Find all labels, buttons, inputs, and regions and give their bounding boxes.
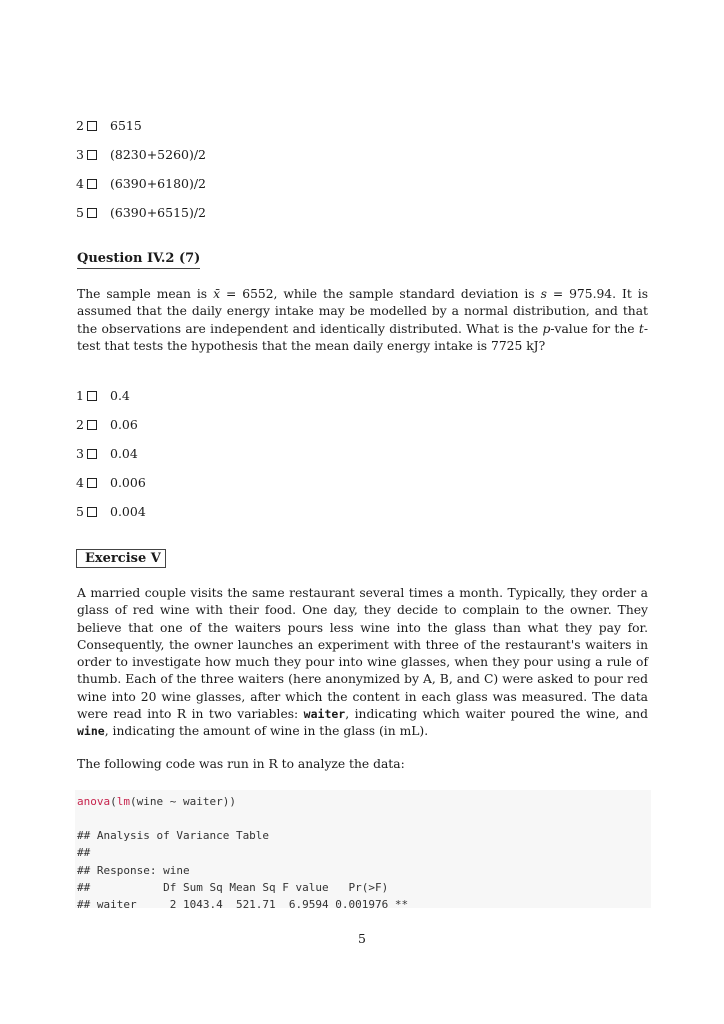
r-code-block <box>75 790 651 911</box>
option-number: 5 <box>76 205 84 220</box>
option-text: 0.004 <box>110 504 146 519</box>
option-text: (6390+6180)/2 <box>110 176 207 191</box>
exercise-heading: Exercise V <box>76 549 166 568</box>
variable-waiter: waiter <box>303 707 346 722</box>
answer-option[interactable] <box>72 381 146 410</box>
option-text: 0.06 <box>110 417 138 432</box>
option-text: 0.04 <box>110 446 138 461</box>
code-intro-text: The following code was run in R to analyze the data: <box>77 757 405 771</box>
code-output-line: ## Analysis of Variance Table <box>77 829 270 843</box>
checkbox[interactable] <box>87 150 97 160</box>
answer-option[interactable] <box>72 468 146 497</box>
variable-wine: wine <box>77 724 105 739</box>
answer-option[interactable] <box>72 497 146 526</box>
option-number: 4 <box>76 475 84 490</box>
checkbox[interactable] <box>87 179 97 189</box>
option-number: 2 <box>76 417 84 432</box>
code-output-line: ## <box>77 846 91 860</box>
checkbox[interactable] <box>87 208 97 218</box>
option-number: 3 <box>76 446 84 461</box>
code-output-line: ## Response: wine <box>77 863 190 877</box>
answer-option[interactable] <box>72 410 146 439</box>
answer-option[interactable] <box>72 198 206 227</box>
answer-option[interactable] <box>72 169 206 198</box>
checkbox[interactable] <box>87 391 97 401</box>
option-text: (8230+5260)/2 <box>110 147 207 162</box>
previous-question-options <box>72 111 206 227</box>
exercise-description: A married couple visits the same restaurant several times a month. Typically, they order a glass of red wine with their food. One day, they decide to complain to the owner. They believe that one of the waiters pours less wine into the glass than what they pay for. Consequently, the owner launches an experiment with three of the restaurant's waiters in order to investigate how much they pour into wine glasses, when they pour using a rule of thumb. Each of the three waiters (here anonymized by A, B, and C) were asked to pour red wine into 20 wine glasses, after which the content in each glass was measured. The data were read into R in two variables: waiter, indicating which waiter poured the wine, and wine, indicating the amount of wine in the glass (in mL). <box>77 586 648 739</box>
question-text: The sample mean is x̄ = 6552, while the sample standard deviation is s = 975.94. It is assumed that the daily energy intake may be modelled by a normal distribution, and that the observations are independent and identically distributed. What is the p-value for the t-test that tests the hypothesis that the mean daily energy intake is 7725 kJ? <box>77 287 649 353</box>
checkbox[interactable] <box>87 420 97 430</box>
checkbox[interactable] <box>87 478 97 488</box>
option-text: 0.006 <box>110 475 146 490</box>
option-number: 2 <box>76 118 84 133</box>
checkbox[interactable] <box>87 507 97 517</box>
option-text: (6390+6515)/2 <box>110 205 207 220</box>
code-output-line: ## Df Sum Sq Mean Sq F value Pr(>F) <box>77 880 389 894</box>
option-text: 0.4 <box>110 388 130 403</box>
option-number: 4 <box>76 176 84 191</box>
page-number: 5 <box>358 931 366 946</box>
checkbox[interactable] <box>87 449 97 459</box>
answer-option[interactable] <box>72 111 206 140</box>
option-number: 3 <box>76 147 84 162</box>
question-heading: Question IV.2 (7) <box>77 251 200 269</box>
checkbox[interactable] <box>87 121 97 131</box>
option-number: 1 <box>76 388 84 403</box>
option-text: 6515 <box>110 118 142 133</box>
code-call: anova(lm(wine ~ waiter)) <box>77 795 236 808</box>
option-number: 5 <box>76 504 84 519</box>
question-options <box>72 381 146 526</box>
answer-option[interactable] <box>72 140 206 169</box>
code-output-line: ## waiter 2 1043.4 521.71 6.9594 0.001976 ** <box>77 897 409 911</box>
answer-option[interactable] <box>72 439 146 468</box>
